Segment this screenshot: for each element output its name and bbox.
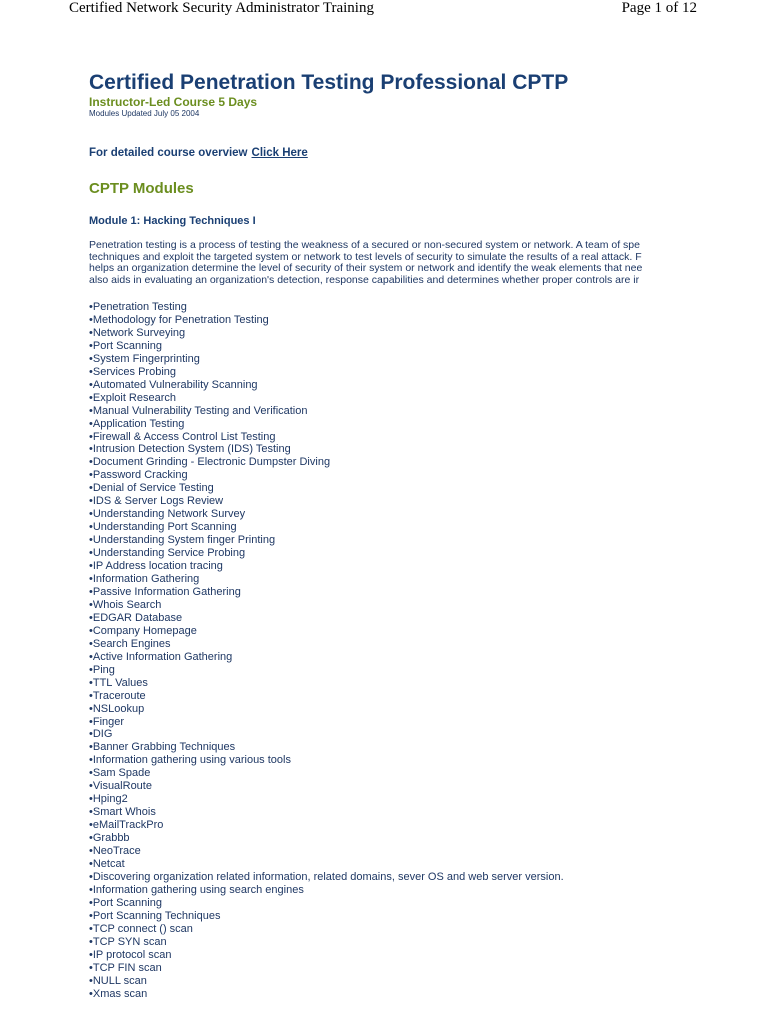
topic-list-item: • IP protocol scan: [89, 949, 768, 962]
topic-list-item: • Xmas scan: [89, 988, 768, 1001]
topic-list-item: • Port Scanning: [89, 340, 768, 353]
topic-list-item: • Penetration Testing: [89, 301, 768, 314]
topic-list-item: • Understanding Service Probing: [89, 547, 768, 560]
modules-section-heading: CPTP Modules: [89, 180, 194, 197]
intro-paragraph: [89, 240, 701, 287]
topic-list-item: • NULL scan: [89, 975, 768, 988]
topic-list-item: • Firewall & Access Control List Testing: [89, 431, 768, 444]
topic-list-item: • Understanding Network Survey: [89, 508, 768, 521]
topic-list-item: • TCP FIN scan: [89, 962, 768, 975]
topic-list-item: • eMailTrackPro: [89, 819, 768, 832]
topic-list-item: • Passive Information Gathering: [89, 586, 768, 599]
topic-list-item: • Company Homepage: [89, 625, 768, 638]
topic-list-item: • EDGAR Database: [89, 612, 768, 625]
module-heading: Module 1: Hacking Techniques I: [89, 215, 256, 227]
topic-list-item: • TTL Values: [89, 677, 768, 690]
topic-list-item: • Denial of Service Testing: [89, 482, 768, 495]
topic-list-item: • Network Surveying: [89, 327, 768, 340]
topic-list-item: • Sam Spade: [89, 767, 768, 780]
document-content: [89, 70, 768, 1000]
topic-list-item: • Methodology for Penetration Testing: [89, 314, 768, 327]
click-here-link[interactable]: Click Here: [251, 147, 308, 159]
topic-list-item: • Active Information Gathering: [89, 651, 768, 664]
topic-list-item: • Information gathering using search engines: [89, 884, 768, 897]
topic-list-item: • Netcat: [89, 858, 768, 871]
topic-list-item: • NeoTrace: [89, 845, 768, 858]
course-overview-line: [89, 146, 768, 160]
topic-list-item: • VisualRoute: [89, 780, 768, 793]
topic-list-item: • Understanding System finger Printing: [89, 534, 768, 547]
overview-text: For detailed course overview: [89, 147, 248, 159]
intro-line: helps an organization determine the level of security of their system or network and identify the weak elements that nee: [89, 263, 643, 275]
modules-updated-note: Modules Updated July 05 2004: [89, 109, 200, 118]
topic-list-item: • Understanding Port Scanning: [89, 521, 768, 534]
topic-list-item: • Document Grinding - Electronic Dumpster Diving: [89, 456, 768, 469]
intro-line: also aids in evaluating an organization's detection, response capabilities and determines whether proper controls are ir: [89, 275, 640, 287]
topic-list-item: • Finger: [89, 716, 768, 729]
topic-list-item: • IDS & Server Logs Review: [89, 495, 768, 508]
topic-list-item: • Information Gathering: [89, 573, 768, 586]
running-header: [0, 0, 768, 20]
topic-list-item: • DIG: [89, 728, 768, 741]
topic-list-item: • NSLookup: [89, 703, 768, 716]
topic-list-item: • Hping2: [89, 793, 768, 806]
topic-list-item: • Banner Grabbing Techniques: [89, 741, 768, 754]
topic-list-item: • TCP connect () scan: [89, 923, 768, 936]
topic-list-item: • Traceroute: [89, 690, 768, 703]
topic-list-item: • Manual Vulnerability Testing and Verification: [89, 405, 768, 418]
topic-list-item: • IP Address location tracing: [89, 560, 768, 573]
course-subtitle: Instructor-Led Course 5 Days: [89, 95, 258, 109]
header-document-title: Certified Network Security Administrator Training: [69, 0, 374, 16]
topic-list-item: • Smart Whois: [89, 806, 768, 819]
topic-list: [89, 301, 768, 1000]
topic-list-item: • Ping: [89, 664, 768, 677]
intro-line: techniques and exploit the targeted system or network to test levels of security to simulate the results of a real attack. F: [89, 251, 642, 263]
topic-list-item: • Password Cracking: [89, 469, 768, 482]
topic-list-item: • Discovering organization related information, related domains, sever OS and web server version.: [89, 871, 768, 884]
course-title: Certified Penetration Testing Professional CPTP: [89, 71, 569, 94]
topic-list-item: • Exploit Research: [89, 392, 768, 405]
topic-list-item: • Grabbb: [89, 832, 768, 845]
topic-list-item: • Whois Search: [89, 599, 768, 612]
intro-line: Penetration testing is a process of testing the weakness of a secured or non-secured system or network. A team of spe: [89, 240, 640, 251]
topic-list-item: • Automated Vulnerability Scanning: [89, 379, 768, 392]
topic-list-item: • Search Engines: [89, 638, 768, 651]
topic-list-item: • Information gathering using various tools: [89, 754, 768, 767]
topic-list-item: • Services Probing: [89, 366, 768, 379]
topic-list-item: • Intrusion Detection System (IDS) Testing: [89, 443, 768, 456]
topic-list-item: • Application Testing: [89, 418, 768, 431]
header-page-number: Page 1 of 12: [621, 0, 697, 16]
topic-list-item: • System Fingerprinting: [89, 353, 768, 366]
topic-list-item: • Port Scanning: [89, 897, 768, 910]
topic-list-item: • TCP SYN scan: [89, 936, 768, 949]
topic-list-item: • Port Scanning Techniques: [89, 910, 768, 923]
